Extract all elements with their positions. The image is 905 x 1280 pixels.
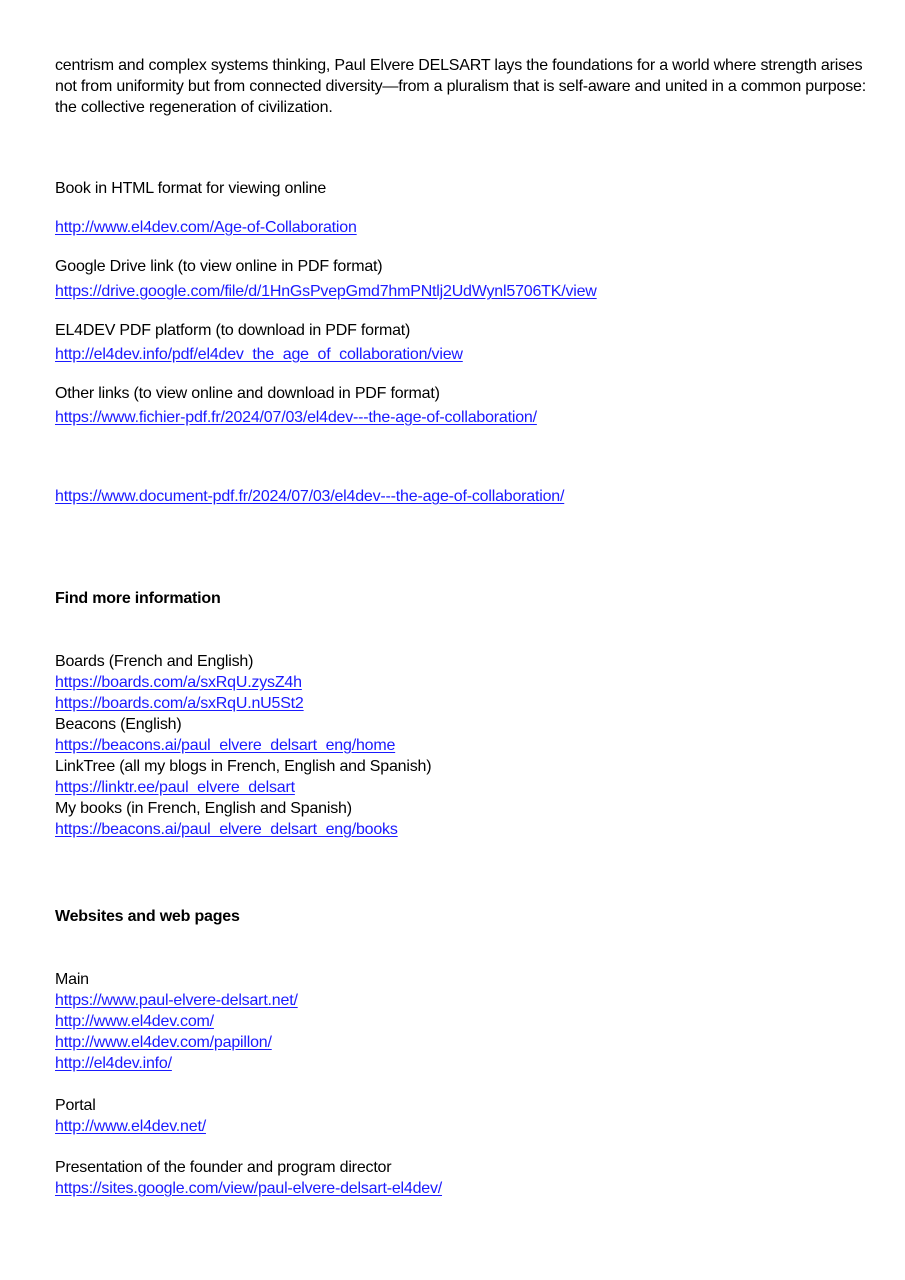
boards-link-2[interactable]: https://boards.com/a/sxRqU.nU5St2 [55, 695, 304, 712]
books-label: My books (in French, English and Spanish) [55, 800, 352, 817]
main-link-4[interactable]: http://el4dev.info/ [55, 1055, 172, 1072]
boards-link-1[interactable]: https://boards.com/a/sxRqU.zysZ4h [55, 674, 302, 691]
intro-line: the collective regeneration of civilization. [55, 99, 333, 116]
intro-paragraph [55, 55, 866, 118]
pdf-platform-link[interactable]: http://el4dev.info/pdf/el4dev_the_age_of_collaboration/view [55, 346, 463, 363]
other-links-label: Other links (to view online and download in PDF format) [55, 385, 440, 402]
books-link[interactable]: https://beacons.ai/paul_elvere_delsart_eng/books [55, 821, 398, 838]
fichier-pdf-link[interactable]: https://www.fichier-pdf.fr/2024/07/03/el4dev---the-age-of-collaboration/ [55, 409, 537, 426]
gdrive-link[interactable]: https://drive.google.com/file/d/1HnGsPvepGmd7hmPNtlj2UdWynl5706TK/view [55, 283, 597, 300]
intro-line: centrism and complex systems thinking, Paul Elvere DELSART lays the foundations for a world where strength arises [55, 57, 863, 74]
more-info-heading: Find more information [55, 590, 221, 607]
beacons-label: Beacons (English) [55, 716, 182, 733]
beacons-link[interactable]: https://beacons.ai/paul_elvere_delsart_eng/home [55, 737, 396, 754]
main-link-2[interactable]: http://www.el4dev.com/ [55, 1013, 214, 1030]
linktree-link[interactable]: https://linktr.ee/paul_elvere_delsart [55, 779, 295, 796]
founder-label: Presentation of the founder and program director [55, 1159, 392, 1176]
founder-link[interactable]: https://sites.google.com/view/paul-elvere-delsart-el4dev/ [55, 1180, 443, 1197]
pdf-platform-label: EL4DEV PDF platform (to download in PDF format) [55, 322, 411, 339]
intro-line: not from uniformity but from connected diversity—from a pluralism that is self-aware and united in a common purpose: [55, 78, 866, 95]
portal-link[interactable]: http://www.el4dev.net/ [55, 1118, 206, 1135]
linktree-label: LinkTree (all my blogs in French, English and Spanish) [55, 758, 432, 775]
boards-label: Boards (French and English) [55, 653, 254, 670]
gdrive-label: Google Drive link (to view online in PDF format) [55, 258, 383, 275]
main-label: Main [55, 971, 89, 988]
main-link-1[interactable]: https://www.paul-elvere-delsart.net/ [55, 992, 298, 1009]
html-book-link[interactable]: http://www.el4dev.com/Age-of-Collaboration [55, 219, 357, 236]
main-link-3[interactable]: http://www.el4dev.com/papillon/ [55, 1034, 272, 1051]
html-book-label: Book in HTML format for viewing online [55, 180, 327, 197]
websites-heading: Websites and web pages [55, 908, 240, 925]
portal-label: Portal [55, 1097, 96, 1114]
document-pdf-link[interactable]: https://www.document-pdf.fr/2024/07/03/el4dev---the-age-of-collaboration/ [55, 488, 565, 505]
